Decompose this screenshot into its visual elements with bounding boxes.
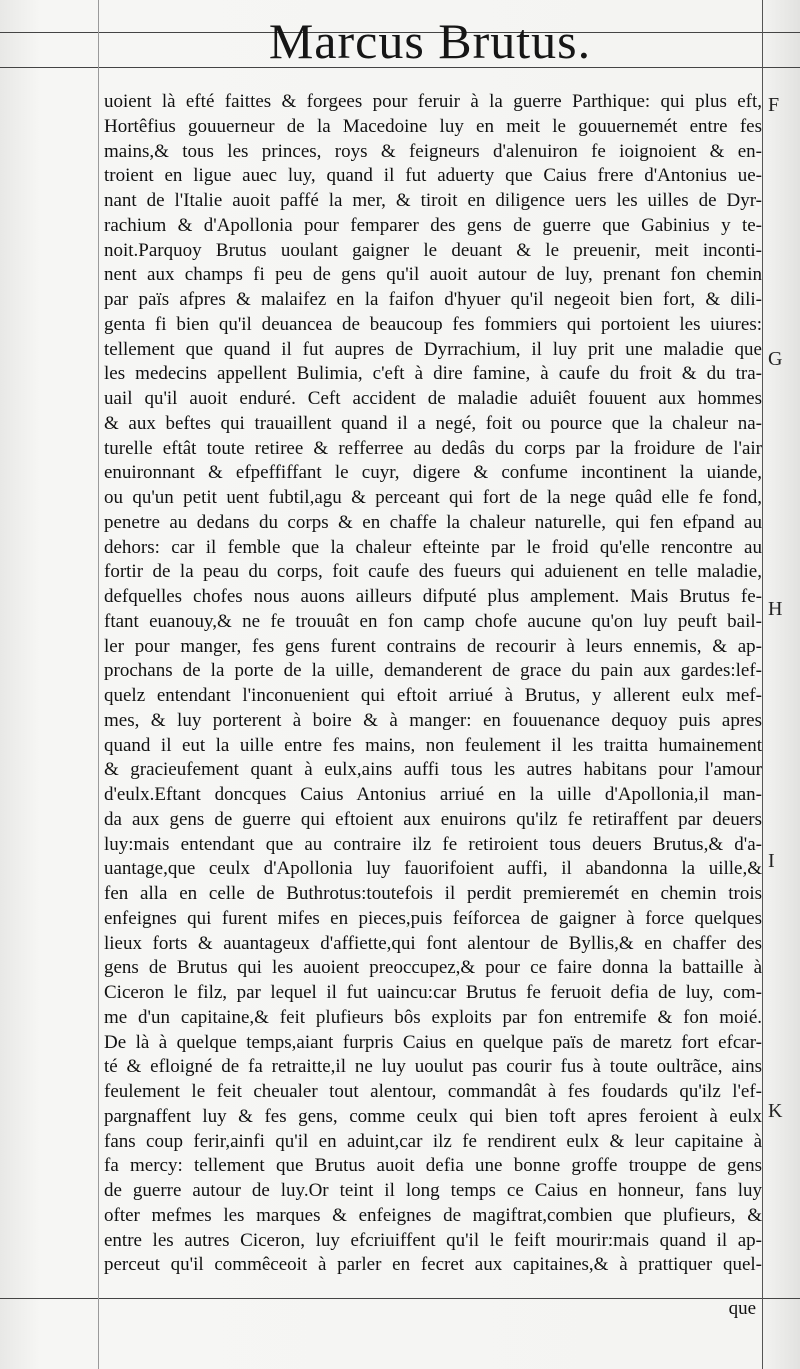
text-line: ou qu'un petit uent fubtil,agu & perceant qui fort de la nege quâd elle fe fond, — [104, 487, 762, 508]
text-line: fen alla en celle de Buthrotus:toutefois il perdit premieremét en chemin trois — [104, 883, 762, 904]
text-line: Hortêfius gouuerneur de la Macedoine luy en meit le gouuernemét entre fes — [104, 115, 762, 137]
text-line: me d'un capitaine,& feit plufieurs bôs exploits par fon entremife & fon moié. — [104, 1006, 762, 1028]
text-line: genta fi bien qu'il deuancea de beaucoup fes fommiers qui portoient les uiures: — [104, 313, 762, 335]
text-line: De là à quelque temps,aiant furpris Caius en quelque païs de maretz fort efcar- — [104, 1031, 762, 1053]
text-line: lieux forts & auantageux d'affiette,qui font alentour de Byllis,& en chaffer des — [104, 932, 762, 954]
text-line: ler pour manger, fes gens furent contrains de recourir à leurs ennemis, & ap- — [104, 635, 762, 657]
text-line: ftant euanouy,& ne fe trouuât en fon camp chofe aucune qu'on luy peuft bail- — [104, 610, 762, 632]
text-line: penetre au dedans du corps & en chaffe la chaleur naturelle, qui fen efpand au — [104, 511, 762, 533]
text-line: defquelles chofes nous auons ailleurs difputé plus amplement. Mais Brutus fe- — [104, 586, 762, 607]
text-line: & aux beftes qui trauaillent quand il a negé, foit ou pource que la chaleur na- — [104, 412, 762, 434]
margin-letter-k: K — [768, 1100, 783, 1122]
text-line: quelz entendant l'inconuenient qui eftoit arriué à Brutus, y allerent eulx mef- — [104, 685, 762, 706]
catchword: que — [728, 1298, 756, 1319]
text-line: fortir de la peau du corps, foit caufe des fueurs qui aduienent en telle maladie, — [104, 561, 762, 583]
text-line: & gracieufement quant à eulx,ains auffi tous les autres habitans pour l'amour — [104, 759, 762, 781]
body-text — [104, 90, 762, 1278]
text-line: uoient là efté faittes & forgees pour feruir à la guerre Parthique: qui plus eft, — [104, 91, 762, 112]
text-line: da aux gens de guerre qui eftoient aux enuirons qu'ilz fe retiraffent par deuers — [104, 808, 762, 830]
text-line: quand il eut la uille entre fes mains, non feulement il les traitta humainement — [104, 734, 762, 756]
left-margin-rule — [98, 0, 99, 1369]
text-line: prochans de la porte de la uille, demanderent de grace du pain aux gardes:lef- — [104, 660, 762, 682]
text-line: noit.Parquoy Brutus uoulant gaigner le deuant & le preuenir, meit inconti- — [104, 239, 762, 261]
text-line: té & efloigné de fa retraitte,il ne luy uoulut pas courir fus à toute oultrãce, ains — [104, 1056, 762, 1078]
text-line: fans coup ferir,ainfi qu'il en aduint,car ilz fe rendirent eulx & leur capitaine à — [104, 1130, 762, 1152]
margin-letter-i: I — [768, 850, 775, 872]
text-line: mes, & luy porterent à boire & à manger: en fouuenance dequoy puis apres — [104, 709, 762, 731]
text-line: nant de l'Italie auoit paffé la mer, & tiroit en diligence uers les uilles de Dyr- — [104, 190, 762, 211]
right-margin-rule — [762, 0, 763, 1369]
text-line: rachium & d'Apollonia pour femparer des gens de guerre que Gabinius y te- — [104, 214, 762, 236]
text-line: uail qu'il auoit enduré. Ceft accident de maladie aduiêt fouuent aux hommes — [104, 388, 762, 409]
text-line: luy:mais entendant que au contraire ilz fe retiroient tous deuers Brutus,& d'a- — [104, 833, 762, 855]
text-line: enfeignes qui furent mifes en pieces,puis feíforcea de gaigner à force quelques — [104, 907, 762, 929]
text-line: par païs afpres & malaifez en la faifon d'hyuer qu'il negeoit bien fort, & dili- — [104, 289, 762, 310]
text-line: d'eulx.Eftant doncques Caius Antonius arriué en la uille d'Apollonia,il man- — [104, 784, 762, 805]
text-line: dehors: car il femble que la chaleur efteinte par le froid qu'elle rencontre au — [104, 536, 762, 558]
margin-letter-f: F — [768, 94, 780, 116]
text-line: pargnaffent luy & fes gens, comme ceulx qui bien toft apres feroient à eulx — [104, 1105, 762, 1127]
text-line: enuironnant & efpeffiffant le cuyr, digere & confume incontinent la uiande, — [104, 462, 762, 484]
text-line: gens de Brutus qui les auoient preoccupez,& pour ce faire donna la battaille à — [104, 957, 762, 979]
text-line: Ciceron le filz, par lequel il fut uaincu:car Brutus fe feruoit defia de luy, com- — [104, 982, 762, 1003]
text-line: troient en ligue auec luy, quand il fut aduerty que Caius frere d'Antonius ue- — [104, 165, 762, 187]
text-line: ofter mefmes les marques & enfeignes de magiftrat,combien que plufieurs, & — [104, 1204, 762, 1226]
text-line: nent aux champs fi peu de gens qu'il auoit autour de luy, prenant fon chemin — [104, 264, 762, 286]
text-line: turelle eftât toute retiree & refferree au dedâs du corps par la froidure de l'air — [104, 437, 762, 459]
text-line: les medecins appellent Bulimia, c'eft à dire famine, à caufe du froit & du tra- — [104, 363, 762, 385]
text-line: fa mercy: tellement que Brutus auoit defia une bonne groffe trouppe de gens — [104, 1155, 762, 1177]
margin-letter-h: H — [768, 598, 783, 620]
text-line: feulement le feit cheualer tout alentour, commandât à fes foudards qu'ilz l'ef- — [104, 1081, 762, 1102]
margin-letter-g: G — [768, 348, 783, 370]
text-line: mains,& tous les princes, roys & feigneurs d'alenuiron fe ioignoient & en- — [104, 140, 762, 162]
text-line: uantage,que ceulx d'Apollonia luy fauorifoient auffi, il abandonna la uille,& — [104, 858, 762, 880]
bottom-rule — [0, 1298, 800, 1299]
text-line: perceut qu'il commêceoit à parler en fecret aux capitaines,& à prattiquer quel- — [104, 1254, 762, 1276]
text-line: entre les autres Ciceron, luy efcriuiffent qu'il le feift mourir:mais quand il ap- — [104, 1229, 762, 1251]
text-line: tellement que quand il fut aupres de Dyrrachium, il luy prit une maladie que — [104, 338, 762, 360]
page-title: Marcus Brutus. — [268, 13, 592, 69]
text-line: de guerre autour de luy.Or teint il long temps ce Caius en honneur, fans luy — [104, 1180, 762, 1201]
